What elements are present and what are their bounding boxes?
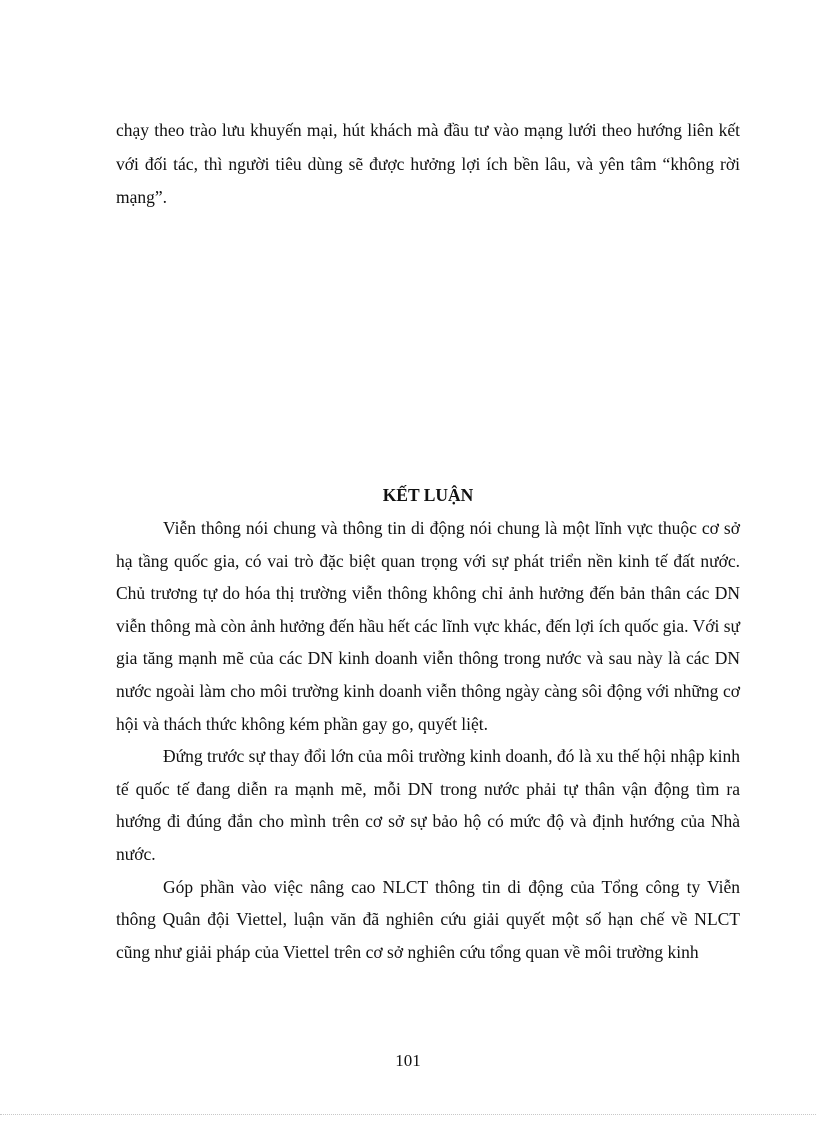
conclusion-paragraph-1: Viễn thông nói chung và thông tin di động nói chung là một lĩnh vực thuộc cơ sở hạ tầng quốc gia, có vai trò đặc biệt quan trọng với sự phát triển nền kinh tế đất nước. Chủ trương tự do hóa thị trường viễn thông không chỉ ảnh hưởng đến bản thân các DN viễn thông mà còn ảnh hưởng đến hầu hết các lĩnh vực khác, đến lợi ích quốc gia. Với sự gia tăng mạnh mẽ của các DN kinh doanh viễn thông trong nước và sau này là các DN nước ngoài làm cho môi trường kinh doanh viễn thông ngày càng sôi động với những cơ hội và thách thức không kém phần gay go, quyết liệt. [116,518,741,734]
section-heading: KẾT LUẬN [382,485,474,505]
conclusion-paragraph-3: Góp phần vào việc nâng cao NLCT thông tin di động của Tổng công ty Viễn thông Quân đội Viettel, luận văn đã nghiên cứu giải quyết một số hạn chế về NLCT cũng như giải pháp của Viettel trên cơ sở nghiên cứu tổng quan về môi trường kinh [116,876,740,962]
conclusion-body [116,512,740,968]
page-bottom-edge [0,1114,816,1115]
conclusion-paragraph-2: Đứng trước sự thay đổi lớn của môi trường kinh doanh, đó là xu thế hội nhập kinh tế quốc tế đang diễn ra mạnh mẽ, mỗi DN trong nước phải tự thân vận động tìm ra hướng đi đúng đắn cho mình trên cơ sở sự bảo hộ có mức độ và định hướng của Nhà nước. [116,746,740,864]
continuation-paragraph: chạy theo trào lưu khuyến mại, hút khách mà đầu tư vào mạng lưới theo hướng liên kết với đối tác, thì người tiêu dùng sẽ được hưởng lợi ích bền lâu, và yên tâm “không rời mạng”. [116,120,740,207]
page-number: 101 [395,1051,421,1070]
